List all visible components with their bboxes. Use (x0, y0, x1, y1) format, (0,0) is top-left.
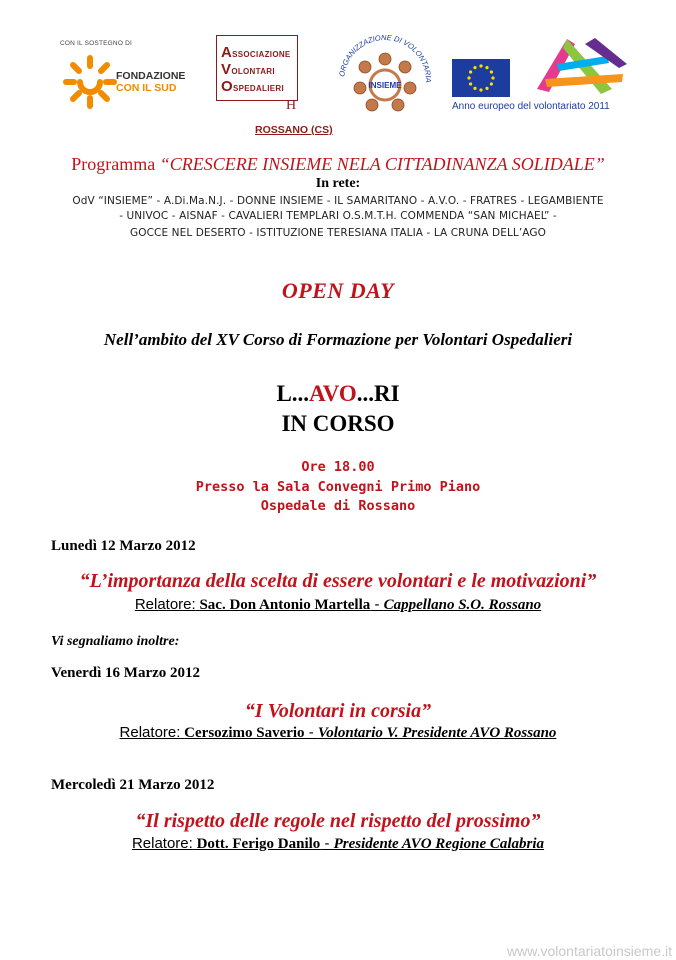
sponsor-caption: CON IL SOSTEGNO DI (60, 40, 132, 47)
session-2-date: Venerdì 16 Marzo 2012 (51, 665, 201, 681)
session-2-topic: “I Volontari in corsia” (244, 700, 432, 722)
eu-caption: Anno europeo del volontariato 2011 (452, 101, 610, 112)
svg-text:ORGANIZZAZIONE DI VOLONTARIATO: ORGANIZZAZIONE DI VOLONTARIA (337, 35, 434, 83)
sponsor-name (116, 70, 185, 94)
open-day-headline: OPEN DAY (281, 278, 395, 303)
session-1-topic: “L’importanza della scelta di essere volontari e le motivazioni” (79, 570, 597, 592)
sun-icon (62, 54, 118, 110)
event-title-line-1: L...AVO...RI (276, 381, 400, 406)
also-note: Vi segnaliamo inoltre: (51, 634, 180, 649)
sponsor-name-line-2: CON IL SUD (116, 82, 177, 94)
event-context: Nell’ambito del XV Corso di Formazione per Volontari Ospedalieri (103, 330, 573, 349)
volunteering-year-emblem-icon (527, 34, 637, 99)
session-1-speaker: Relatore: Sac. Don Antonio Martella - Cappellano S.O. Rossano (134, 596, 542, 613)
event-title-line-2: IN CORSO (281, 411, 395, 436)
fondazione-con-il-sud-logo (60, 40, 190, 120)
avo-h-mark: H (286, 98, 297, 113)
avo-logo-frame (216, 35, 298, 101)
event-venue: Presso la Sala Convegni Primo Piano (195, 479, 481, 495)
location-label: ROSSANO (CS) (255, 124, 333, 136)
avo-logo (216, 35, 300, 118)
avo-line-2: VOLONTARI (221, 61, 275, 78)
avo-line-3: OSPEDALIERI (221, 78, 284, 95)
programme-prefix: Programma (71, 154, 160, 174)
session-1-date: Lunedì 12 Marzo 2012 (51, 538, 196, 554)
network-line-1: OdV “INSIEME” - A.Di.Ma.N.J. - DONNE INSIEME - IL SAMARITANO - A.V.O. - FRATRES - LEGAMBIENTE (72, 195, 604, 207)
eu-flag-icon (452, 59, 510, 97)
event-place: Ospedale di Rossano (260, 498, 416, 514)
programme-name: “CRESCERE INSIEME NELA CITTADINANZA SOLIDALE” (159, 154, 605, 174)
network-label: In rete: (315, 176, 361, 191)
session-3-date: Mercoledì 21 Marzo 2012 (51, 777, 215, 793)
event-time: Ore 18.00 (301, 459, 375, 475)
session-2-speaker: Relatore: Cersozimo Saverio - Volontario V. Presidente AVO Rossano (119, 724, 557, 741)
programme-title (0, 154, 676, 175)
session-3-speaker: Relatore: Dott. Ferigo Danilo - Presidente AVO Regione Calabria (131, 835, 545, 852)
website-watermark: www.volontariatoinsieme.it (507, 943, 672, 959)
european-year-volunteering-logo (452, 59, 637, 119)
session-3-topic: “Il rispetto delle regole nel rispetto del prossimo” (135, 810, 541, 832)
network-line-2: - UNIVOC - AISNAF - CAVALIERI TEMPLARI O.S.M.T.H. COMMENDA “SAN MICHAEL” - (119, 210, 557, 222)
insieme-word: INSIEME (368, 81, 402, 90)
avo-line-1: ASSOCIAZIONE (221, 44, 291, 61)
insieme-emblem-icon (330, 35, 440, 120)
sponsor-name-line-1: FONDAZIONE (116, 70, 186, 82)
insieme-logo (330, 35, 440, 120)
network-line-3: GOCCE NEL DESERTO - ISTITUZIONE TERESIANA ITALIA - LA CRUNA DELL’AGO (130, 227, 546, 239)
